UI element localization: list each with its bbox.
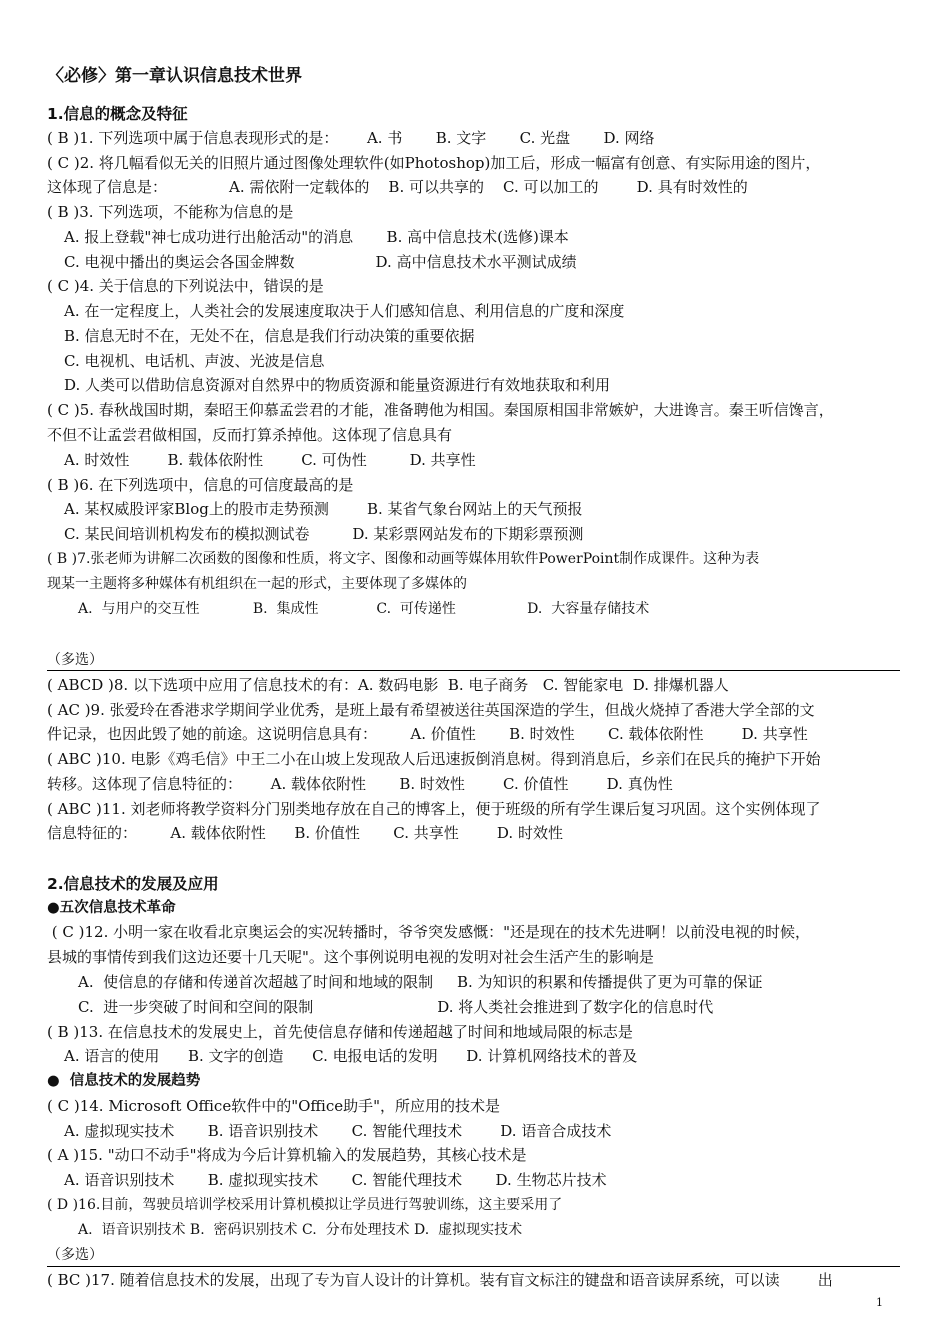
divider: [47, 670, 900, 671]
subsection-heading: ● 信息技术的发展趋势: [47, 1072, 201, 1089]
option-line: B. 信息无时不在，无处不在，信息是我们行动决策的重要依据: [64, 327, 475, 345]
option-line: A. 语音识别技术 B. 密码识别技术 C. 分布处理技术 D. 虚拟现实技术: [78, 1222, 523, 1238]
option-line: A. 在一定程度上，人类社会的发展速度取决于人们感知信息、利用信息的广度和深度: [64, 302, 625, 320]
subsection-heading: ●五次信息技术革命: [47, 899, 176, 916]
question-line: ( C )2. 将几幅看似无关的旧照片通过图像处理软件(如Photoshop)加工后，形成一幅富有创意、有实际用途的图片，: [47, 154, 821, 172]
question-line: ( ABC )10. 电影《鸡毛信》中王二小在山坡上发现敌人后迅速扳倒消息树。得到消息后，乡亲们在民兵的掩护下开始: [47, 750, 821, 768]
multi-choice-label: （多选）: [47, 1247, 103, 1263]
question-line: 不但不让孟尝君做相国，反而打算杀掉他。这体现了信息具有: [47, 426, 453, 444]
option-line: A. 与用户的交互性 B. 集成性 C. 可传递性 D. 大容量存储技术: [78, 601, 650, 617]
question-line: ( C )12. 小明一家在收看北京奥运会的实况转播时，爷爷突发感慨："还是现在的技术先进啊！以前没电视的时候，: [47, 923, 811, 941]
option-line: A. 语言的使用 B. 文字的创造 C. 电报电话的发明 D. 计算机网络技术的普及: [64, 1047, 638, 1065]
question-line: ( C )4. 关于信息的下列说法中，错误的是: [47, 277, 324, 295]
chapter-title: 〈必修〉第一章认识信息技术世界: [47, 66, 302, 86]
option-line: A. 语音识别技术 B. 虚拟现实技术 C. 智能代理技术 D. 生物芯片技术: [64, 1171, 607, 1189]
option-line: A. 报上登载"神七成功进行出舱活动"的消息 B. 高中信息技术(选修)课本: [64, 228, 569, 246]
question-line: ( B )7.张老师为讲解二次函数的图像和性质，将文字、图像和动画等媒体用软件PowerPoint制作成课件。这种为表: [47, 551, 760, 567]
option-line: A. 虚拟现实技术 B. 语音识别技术 C. 智能代理技术 D. 语音合成技术: [64, 1122, 612, 1140]
option-line: C. 电视中播出的奥运会各国金牌数 D. 高中信息技术水平测试成绩: [64, 253, 577, 271]
option-line: A. 时效性 B. 载体依附性 C. 可伪性 D. 共享性: [64, 451, 476, 469]
page-number: 1: [876, 1296, 883, 1309]
question-line: ( B )3. 下列选项，不能称为信息的是: [47, 203, 294, 221]
question-line: ( C )5. 春秋战国时期，秦昭王仰慕孟尝君的才能，准备聘他为相国。秦国原相国非常嫉妒，大进谗言。秦王听信馋言，: [47, 401, 834, 419]
question-line: 县城的事情传到我们这边还要十几天呢"。这个事例说明电视的发明对社会生活产生的影响是: [47, 948, 654, 966]
multi-choice-label: （多选）: [47, 652, 103, 668]
question-line: 件记录，也因此毁了她的前途。这说明信息具有： A. 价值性 B. 时效性 C. 载体依附性 D. 共享性: [47, 725, 808, 743]
question-line: ( A )15. "动口不动手"将成为今后计算机输入的发展趋势，其核心技术是: [47, 1146, 527, 1164]
option-line: A. 某权威股评家Blog上的股市走势预测 B. 某省气象台网站上的天气预报: [64, 500, 583, 518]
question-line: ( B )13. 在信息技术的发展史上，首先使信息存储和传递超越了时间和地域局限的标志是: [47, 1023, 633, 1041]
question-line: ( AC )9. 张爱玲在香港求学期间学业优秀，是班上最有希望被送往英国深造的学生，但战火烧掉了香港大学全部的文: [47, 701, 815, 719]
question-line: ( D )16.目前，驾驶员培训学校采用计算机模拟让学员进行驾驶训练，这主要采用了: [47, 1197, 563, 1213]
question-line: 现某一主题将多种媒体有机组织在一起的形式，主要体现了多媒体的: [47, 576, 467, 592]
question-line: ( B )1. 下列选项中属于信息表现形式的是： A. 书 B. 文字 C. 光盘 D. 网络: [47, 129, 655, 147]
option-line: C. 电视机、电话机、声波、光波是信息: [64, 352, 325, 370]
divider: [47, 1266, 900, 1267]
question-line: ( C )14. Microsoft Office软件中的"Office助手"，所应用的技术是: [47, 1097, 501, 1115]
option-line: C. 进一步突破了时间和空间的限制 D. 将人类社会推进到了数字化的信息时代: [78, 998, 714, 1016]
question-line: ( BC )17. 随着信息技术的发展，出现了专为盲人设计的计算机。装有盲文标注的键盘和语音读屏系统，可以读 出: [47, 1271, 833, 1289]
option-line: D. 人类可以借助信息资源对自然界中的物质资源和能量资源进行有效地获取和利用: [64, 376, 611, 394]
question-line: 这体现了信息是： A. 需依附一定载体的 B. 可以共享的 C. 可以加工的 D. 具有时效性的: [47, 178, 748, 196]
question-line: ( ABC )11. 刘老师将教学资料分门别类地存放在自己的博客上，便于班级的所有学生课后复习巩固。这个实例体现了: [47, 800, 821, 818]
option-line: C. 某民间培训机构发布的模拟测试卷 D. 某彩票网站发布的下期彩票预测: [64, 525, 584, 543]
question-line: ( ABCD )8. 以下选项中应用了信息技术的有：A. 数码电影 B. 电子商务 C. 智能家电 D. 排爆机器人: [47, 676, 729, 694]
section-heading: 1.信息的概念及特征: [47, 105, 188, 123]
question-line: ( B )6. 在下列选项中，信息的可信度最高的是: [47, 476, 354, 494]
section-heading: 2.信息技术的发展及应用: [47, 875, 219, 893]
question-line: 转移。这体现了信息特征的： A. 载体依附性 B. 时效性 C. 价值性 D. 真伪性: [47, 775, 673, 793]
option-line: A. 使信息的存储和传递首次超越了时间和地域的限制 B. 为知识的积累和传播提供了更为可靠的保证: [78, 973, 763, 991]
question-line: 信息特征的： A. 载体依附性 B. 价值性 C. 共享性 D. 时效性: [47, 824, 563, 842]
